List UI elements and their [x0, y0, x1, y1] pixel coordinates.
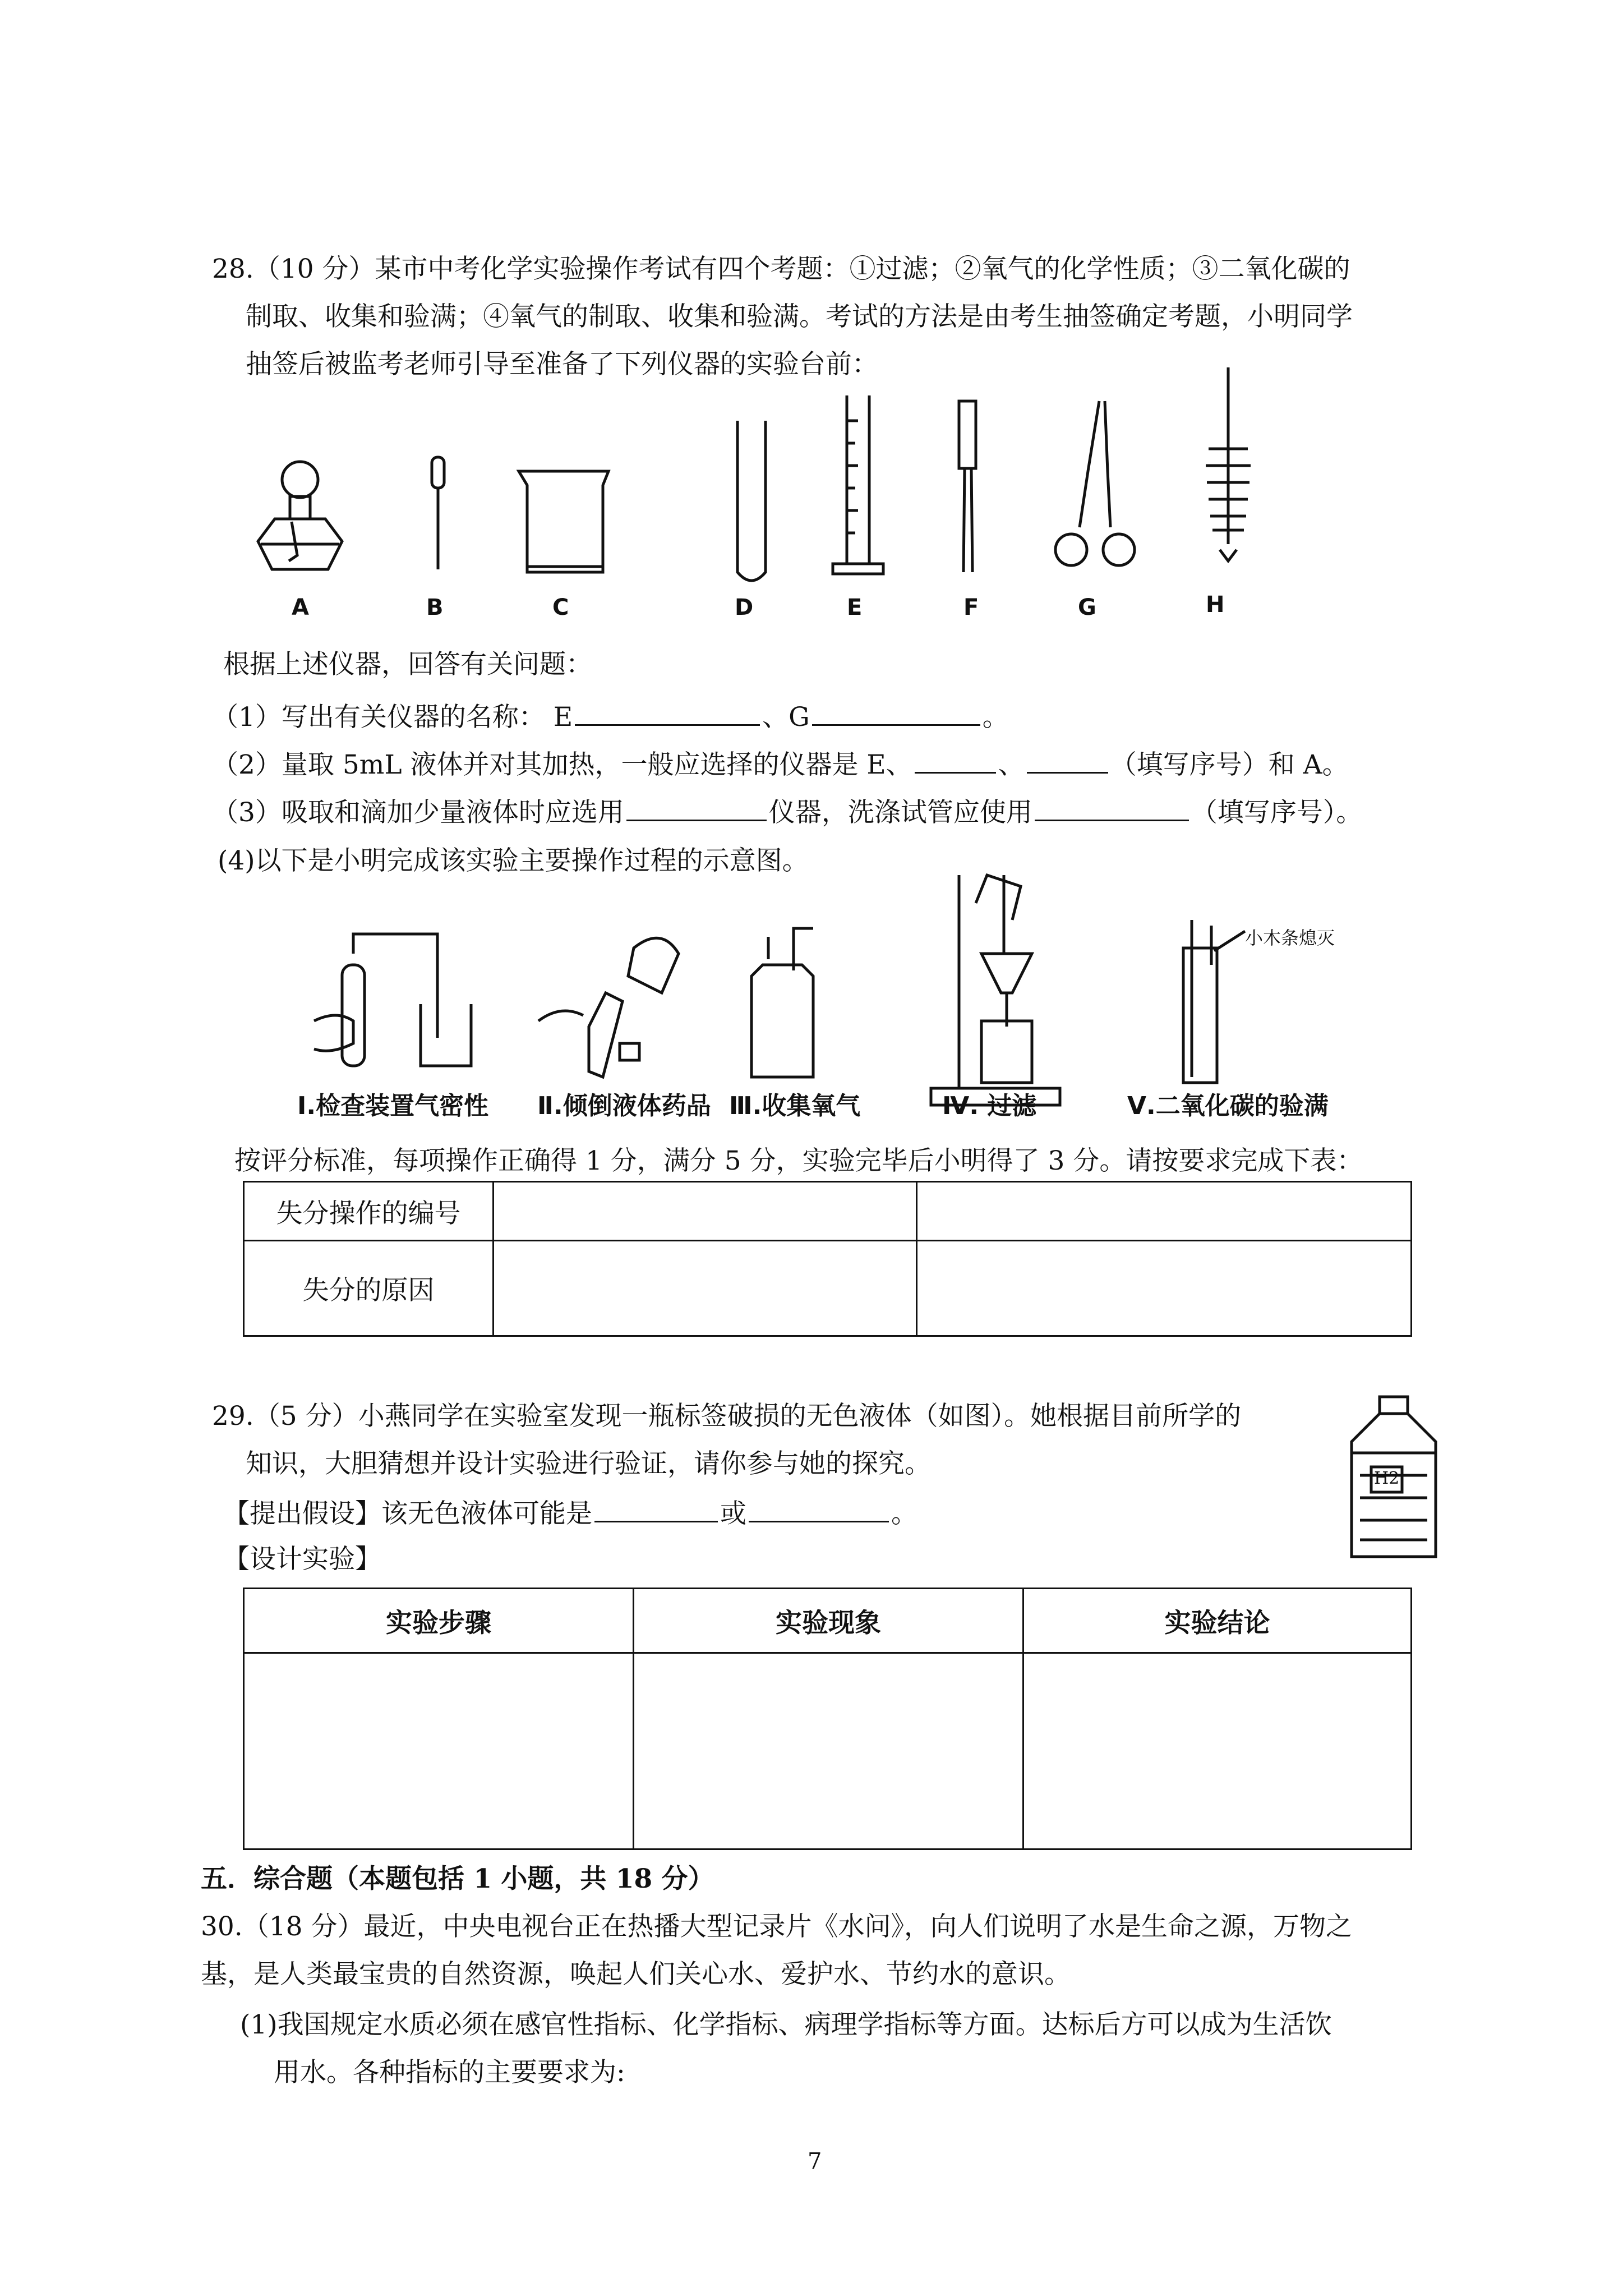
crucible-tongs-icon: [1055, 401, 1135, 565]
co2-test-icon: [1183, 920, 1245, 1083]
q28-line2: 制取、收集和验满；④氧气的制取、收集和验满。考试的方法是由考生抽签确定考题，小明同学: [246, 301, 1353, 332]
airtightness-check-icon: [314, 934, 471, 1066]
test-tube-icon: [737, 421, 766, 581]
header-conclusion: 实验结论: [1023, 1589, 1412, 1653]
beaker-icon: [519, 471, 608, 572]
bottle-label: H2: [1374, 1469, 1400, 1488]
q28-sub2: （2）量取 5mL 液体并对其加热，一般应选择的仪器是 E、 、 （填写序号）和 A。: [212, 746, 1349, 782]
op-caption-1: Ⅰ.检查装置气密性: [297, 1092, 489, 1120]
blank-brush[interactable]: [1035, 794, 1189, 821]
blank-g-name[interactable]: [812, 698, 980, 726]
q28-answer-table: [243, 1181, 1412, 1337]
op-caption-2: Ⅱ.倾倒液体药品: [537, 1092, 711, 1120]
op-caption-4: Ⅳ. 过滤: [942, 1092, 1037, 1120]
section5-title: 五．综合题（本题包括 1 小题，共 18 分）: [201, 1864, 714, 1894]
table-row2-label: 失分的原因: [244, 1241, 494, 1336]
table-cell-r2c3[interactable]: [917, 1241, 1412, 1336]
instrument-label-e: E: [847, 595, 863, 620]
instrument-label-a: A: [292, 595, 309, 620]
q28-sub4: (4)以下是小明完成该实验主要操作过程的示意图。: [218, 845, 809, 876]
q29-design: 【设计实验】: [223, 1544, 381, 1575]
graduated-cylinder-icon: [833, 395, 883, 574]
alcohol-lamp-icon: [258, 462, 342, 569]
instruments-figure: [236, 359, 1301, 623]
table-cell-r1c3[interactable]: [917, 1182, 1412, 1241]
blank-instrument-1[interactable]: [915, 746, 996, 774]
instrument-label-g: G: [1078, 595, 1096, 620]
op-caption-3: Ⅲ.收集氧气: [729, 1092, 861, 1120]
q28-line1: 28.（10 分）某市中考化学实验操作考试有四个考题：①过滤；②氧气的化学性质；③二氧化碳的: [212, 254, 1350, 284]
q30-line1: 30.（18 分）最近，中央电视台正在热播大型记录片《水问》，向人们说明了水是生命之源，万物之: [201, 1911, 1352, 1942]
q30-line3: (1)我国规定水质必须在感官性指标、化学指标、病理学指标等方面。达标后方可以成为生活饮: [240, 2009, 1332, 2040]
blank-e-name[interactable]: [575, 698, 760, 726]
reagent-bottle-figure: [1340, 1391, 1447, 1565]
page-number: 7: [808, 2148, 822, 2174]
q28-scoring: 按评分标准，每项操作正确得 1 分，满分 5 分，实验完毕后小明得了 3 分。请按要求完成下表：: [234, 1145, 1363, 1176]
collect-oxygen-icon: [751, 928, 813, 1077]
q28-intro: 根据上述仪器，回答有关问题：: [223, 649, 592, 680]
blank-instrument-2[interactable]: [1027, 746, 1108, 774]
q29-line1: 29.（5 分）小燕同学在实验室发现一瓶标签破损的无色液体（如图）。她根据目前所学的: [212, 1401, 1242, 1432]
cell-steps[interactable]: [244, 1653, 634, 1849]
q30-line2: 基，是人类最宝贵的自然资源，唤起人们关心水、爱护水、节约水的意识。: [201, 1959, 1071, 1990]
instrument-label-f: F: [963, 595, 979, 620]
filtration-icon: [931, 875, 1060, 1105]
q28-line3: 抽签后被监考老师引导至准备了下列仪器的实验台前：: [246, 349, 878, 380]
instrument-label-c: C: [552, 595, 569, 620]
q29-line2: 知识，大胆猜想并设计实验进行验证，请你参与她的探究。: [246, 1448, 931, 1479]
q28-sub1: （1）写出有关仪器的名称： E 、G 。: [212, 698, 1009, 734]
table-cell-r1c2[interactable]: [494, 1182, 917, 1241]
cell-conclusion[interactable]: [1023, 1653, 1412, 1849]
cell-phenomenon[interactable]: [634, 1653, 1023, 1849]
stick-extinguished-label: 小木条熄灭: [1245, 927, 1335, 949]
q29-hypothesis: 【提出假设】该无色液体可能是 或 。: [223, 1495, 917, 1531]
pouring-liquid-icon: [538, 938, 679, 1077]
tube-holder-icon: [959, 401, 976, 572]
table-cell-r2c2[interactable]: [494, 1241, 917, 1336]
operations-drawing: [292, 853, 1413, 1116]
q28-sub3: （3）吸取和滴加少量液体时应选用 仪器，洗涤试管应使用 （填写序号）。: [212, 794, 1362, 830]
dropper-icon: [432, 457, 444, 569]
blank-hypothesis-2[interactable]: [749, 1495, 889, 1522]
instrument-label-b: B: [426, 595, 444, 620]
blank-dropper[interactable]: [626, 794, 767, 821]
instrument-label-d: D: [735, 595, 754, 620]
instruments-drawing: [236, 359, 1301, 623]
header-steps: 实验步骤: [244, 1589, 634, 1653]
op-caption-5: Ⅴ.二氧化碳的验满: [1127, 1092, 1329, 1120]
tube-brush-icon: [1206, 367, 1251, 561]
header-phenomenon: 实验现象: [634, 1589, 1023, 1653]
instrument-label-h: H: [1206, 592, 1225, 618]
q30-line4: 用水。各种指标的主要要求为:: [274, 2057, 625, 2088]
table-row1-label: 失分操作的编号: [244, 1182, 494, 1241]
q29-experiment-table: [243, 1588, 1412, 1850]
operations-figure: [292, 853, 1413, 1116]
blank-hypothesis-1[interactable]: [594, 1495, 718, 1522]
